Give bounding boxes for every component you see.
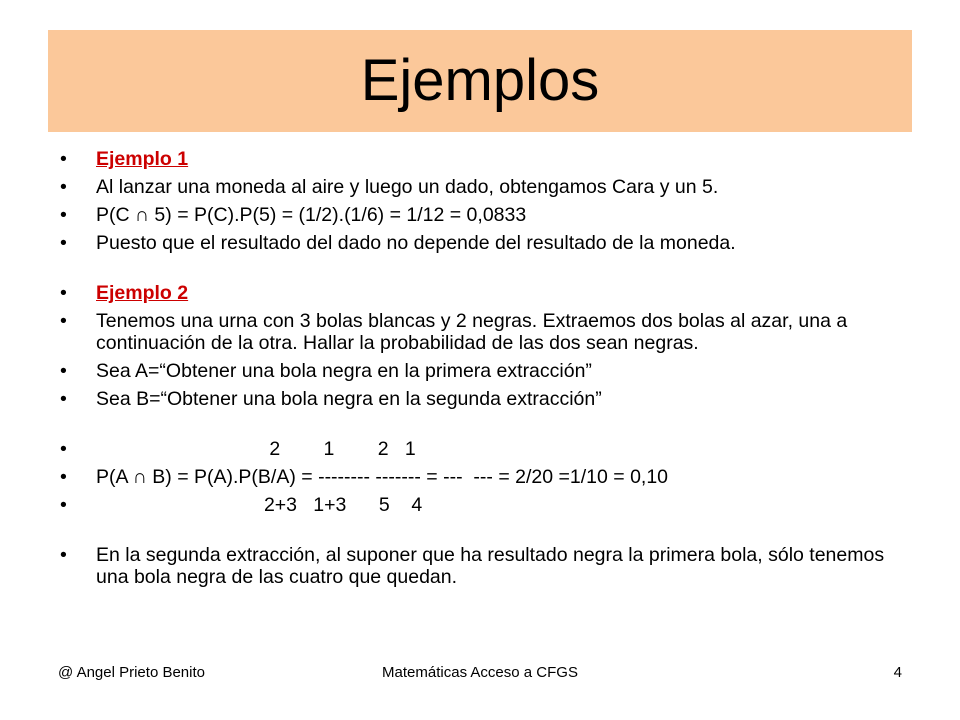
- list-item: [60, 494, 910, 516]
- list-item: [60, 204, 910, 226]
- spacer: [60, 260, 910, 282]
- list-item: [60, 232, 910, 254]
- bullet-icon: •: [60, 466, 67, 488]
- ejemplo-2-link[interactable]: Ejemplo 2: [96, 282, 189, 304]
- list-item-text: Puesto que el resultado del dado no depende del resultado de la moneda.: [96, 232, 736, 254]
- footer-author: @ Angel Prieto Benito: [58, 664, 205, 681]
- spacer: [60, 522, 910, 544]
- slide-footer: [0, 664, 960, 688]
- bullet-icon: •: [60, 438, 67, 460]
- bullet-icon: •: [60, 310, 67, 332]
- fraction-denominators: 2+3 1+3 5 4: [96, 494, 423, 516]
- list-item-text: P(C ∩ 5) = P(C).P(5) = (1/2).(1/6) = 1/12 = 0,0833: [96, 204, 527, 226]
- title-banner: [48, 30, 912, 132]
- slide-title: Ejemplos: [360, 48, 600, 113]
- list-item: [60, 388, 910, 410]
- bullet-icon: •: [60, 232, 67, 254]
- list-item-text: Al lanzar una moneda al aire y luego un dado, obtengamos Cara y un 5.: [96, 176, 719, 198]
- bullet-icon: •: [60, 388, 67, 410]
- probability-formula: P(A ∩ B) = P(A).P(B/A) = -------- ------- = --- --- = 2/20 =1/10 = 0,10: [96, 466, 669, 488]
- bullet-icon: •: [60, 544, 67, 566]
- bullet-icon: •: [60, 282, 67, 304]
- list-item: [60, 466, 910, 488]
- footer-page-number: 4: [893, 664, 902, 681]
- bullet-icon: •: [60, 360, 67, 382]
- list-item: [60, 282, 910, 304]
- bullet-list: [60, 148, 910, 594]
- list-item: [60, 148, 910, 170]
- list-item-text: En la segunda extracción, al suponer que ha resultado negra la primera bola, sólo tenemos una bola negra de las cuatro que quedan.: [96, 544, 885, 588]
- list-item: [60, 438, 910, 460]
- list-item: [60, 176, 910, 198]
- spacer: [60, 416, 910, 438]
- list-item-text: Tenemos una urna con 3 bolas blancas y 2 negras. Extraemos dos bolas al azar, una a continuación de la otra. Hallar la probabilidad de las dos sean negras.: [96, 310, 848, 354]
- list-item: [60, 360, 910, 382]
- bullet-icon: •: [60, 148, 67, 170]
- list-item-text: Sea A=“Obtener una bola negra en la primera extracción”: [96, 360, 592, 382]
- bullet-icon: •: [60, 204, 67, 226]
- bullet-icon: •: [60, 494, 67, 516]
- bullet-icon: •: [60, 176, 67, 198]
- footer-course: Matemáticas Acceso a CFGS: [382, 664, 578, 681]
- list-item: [60, 310, 910, 354]
- fraction-numerators: 2 1 2 1: [96, 438, 416, 460]
- list-item: [60, 544, 910, 588]
- ejemplo-1-link[interactable]: Ejemplo 1: [96, 148, 189, 170]
- list-item-text: Sea B=“Obtener una bola negra en la segunda extracción”: [96, 388, 602, 410]
